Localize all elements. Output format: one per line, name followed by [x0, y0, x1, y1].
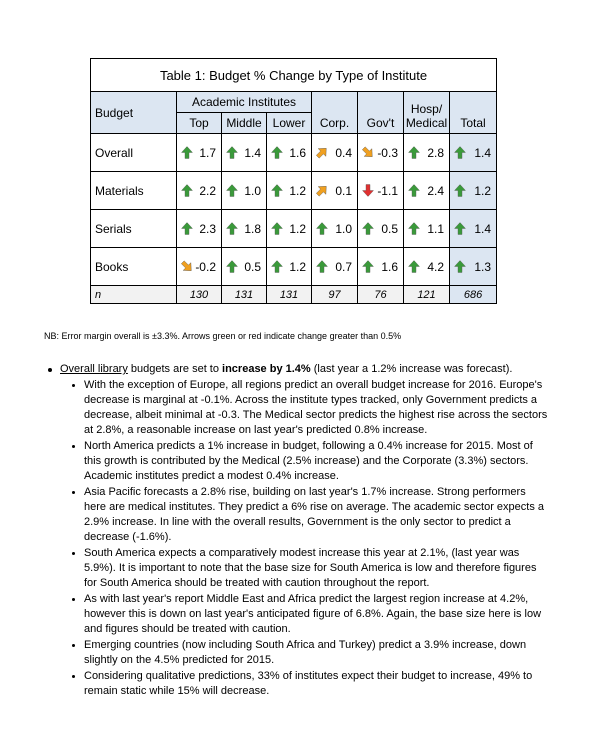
cell-medical	[404, 172, 450, 210]
cell-top	[177, 248, 222, 286]
budget-table-wrapper	[90, 58, 496, 304]
cell-value: 1.2	[289, 221, 306, 236]
cell-value: 2.4	[427, 183, 444, 198]
cell-value: 2.8	[427, 145, 444, 160]
cell-value: 1.0	[335, 221, 352, 236]
cell-middle	[222, 172, 267, 210]
table-title: Table 1: Budget % Change by Type of Institute	[91, 59, 497, 92]
cell-value: 1.0	[244, 183, 261, 198]
cell-govt	[358, 210, 404, 248]
sub-bullet-icon	[72, 491, 75, 494]
sub-bullet-icon	[72, 598, 75, 601]
n-value-medical: 121	[404, 286, 450, 304]
cell-middle	[222, 134, 267, 172]
sub-bullet-icon	[72, 384, 75, 387]
cell-middle	[222, 210, 267, 248]
overall-library-link[interactable]: Overall library	[60, 363, 128, 375]
n-value-corp: 97	[312, 286, 358, 304]
arrow-up-icon	[408, 184, 420, 197]
cell-value: 2.2	[199, 183, 216, 198]
arrow-up-right-icon	[316, 146, 328, 159]
list-item-text: Emerging countries (now including South Africa and Turkey) predict a 3.9% increase, down slightly on the 4.5% predicted for 2015.	[84, 639, 527, 666]
main-text-mid: budgets are set to	[127, 363, 223, 375]
cell-medical	[404, 134, 450, 172]
cell-middle	[222, 248, 267, 286]
bullet-icon	[48, 368, 52, 372]
list-item-text: Considering qualitative predictions, 33% of institutes expect their budget to increase, 49% to remain static while 15% will decrease.	[84, 670, 533, 697]
bullet-list	[40, 362, 550, 699]
cell-lower	[267, 210, 312, 248]
row-label: Serials	[91, 210, 177, 248]
cell-value: -1.1	[377, 183, 398, 198]
cell-corp	[312, 210, 358, 248]
arrow-up-icon	[362, 222, 374, 235]
arrow-up-icon	[454, 184, 466, 197]
cell-lower	[267, 134, 312, 172]
cell-total	[450, 172, 497, 210]
cell-value: 1.4	[474, 221, 492, 236]
cell-value: 0.7	[335, 259, 352, 274]
cell-value: 1.1	[427, 221, 444, 236]
arrow-up-icon	[181, 146, 193, 159]
list-item	[40, 592, 550, 637]
cell-value: 1.4	[244, 145, 261, 160]
cell-value: 4.2	[427, 259, 444, 274]
cell-total	[450, 248, 497, 286]
cell-govt	[358, 172, 404, 210]
cell-govt	[358, 248, 404, 286]
n-value-lower: 131	[267, 286, 312, 304]
cell-total	[450, 134, 497, 172]
list-item	[40, 669, 550, 699]
cell-value: 1.4	[474, 145, 492, 160]
cell-value: 2.3	[199, 221, 216, 236]
list-item	[40, 439, 550, 484]
cell-total	[450, 210, 497, 248]
arrow-up-icon	[181, 184, 193, 197]
cell-value: 0.5	[381, 221, 398, 236]
cell-medical	[404, 210, 450, 248]
budget-table	[90, 58, 497, 304]
row-label: Materials	[91, 172, 177, 210]
header-hosp: Hosp/	[410, 102, 443, 116]
n-value-top: 130	[177, 286, 222, 304]
list-item	[40, 378, 550, 438]
arrow-up-right-icon	[316, 184, 328, 197]
cell-value: 1.7	[199, 145, 216, 160]
sub-bullet-icon	[72, 552, 75, 555]
n-label: n	[91, 286, 177, 304]
arrow-up-icon	[316, 260, 328, 273]
header-corp: Corp.	[312, 92, 358, 134]
arrow-up-icon	[271, 184, 283, 197]
arrow-up-icon	[408, 260, 420, 273]
cell-value: 1.2	[289, 259, 306, 274]
list-item-text: Asia Pacific forecasts a 2.8% rise, building on last year's 1.7% increase. Strong performers here are medical institutes. They predict a 6% rise on average. The academic sector expects a 2.9% increase. In line with the overall results, Government is the only sector to predict a decrease (-1.6%).	[84, 486, 544, 543]
arrow-up-icon	[316, 222, 328, 235]
arrow-up-icon	[362, 260, 374, 273]
arrow-up-icon	[454, 222, 466, 235]
list-item-main	[40, 362, 550, 377]
cell-govt	[358, 134, 404, 172]
arrow-up-icon	[271, 260, 283, 273]
arrow-down-right-icon	[362, 146, 374, 159]
cell-value: -0.3	[377, 145, 398, 160]
row-label: Overall	[91, 134, 177, 172]
header-govt: Gov't	[358, 92, 404, 134]
cell-value: 1.6	[289, 145, 306, 160]
list-item	[40, 546, 550, 591]
sub-bullet-icon	[72, 644, 75, 647]
cell-top	[177, 134, 222, 172]
main-text-rest: (last year a 1.2% increase was forecast).	[310, 363, 513, 375]
header-medical: Medical	[405, 116, 448, 130]
list-item-text: With the exception of Europe, all regions predict an overall budget increase for 2016. Europe's decrease is marginal at -0.1%. Across the institute types tracked, only Government predicts a decrease, albeit minimal at -0.3. The Medical sector predicts the highest rise across the sectors at 2.8%, a reasonable increase on last year's predicted 0.8% increase.	[84, 379, 548, 436]
header-academic-institutes: Academic Institutes	[177, 92, 312, 113]
list-item	[40, 485, 550, 545]
cell-value: 0.4	[335, 145, 352, 160]
arrow-down-icon	[362, 184, 374, 197]
arrow-up-icon	[226, 146, 238, 159]
cell-lower	[267, 248, 312, 286]
arrow-up-icon	[226, 260, 238, 273]
header-total: Total	[450, 92, 497, 134]
cell-value: 1.8	[244, 221, 261, 236]
header-lower: Lower	[267, 113, 312, 134]
header-budget: Budget	[91, 92, 177, 134]
table-row	[91, 134, 497, 172]
arrow-up-icon	[226, 184, 238, 197]
cell-medical	[404, 248, 450, 286]
header-top: Top	[177, 113, 222, 134]
arrow-up-icon	[408, 146, 420, 159]
main-text-bold: increase by 1.4%	[222, 363, 311, 375]
cell-value: 1.2	[289, 183, 306, 198]
arrow-up-icon	[271, 146, 283, 159]
cell-top	[177, 210, 222, 248]
cell-corp	[312, 134, 358, 172]
list-item-text: As with last year's report Middle East and Africa predict the largest region increase at 4.2%, however this is down on last year's anticipated figure of 6.8%. Again, the base size here is low and figures should be treated with caution.	[84, 593, 542, 635]
table-row	[91, 172, 497, 210]
arrow-up-icon	[408, 222, 420, 235]
table-note: NB: Error margin overall is ±3.3%. Arrows green or red indicate change greater than 0.5%	[44, 331, 402, 341]
cell-value: 1.6	[381, 259, 398, 274]
cell-lower	[267, 172, 312, 210]
list-item-text: South America expects a comparatively modest increase this year at 2.1%, (last year was 5.9%). It is important to note that the base size for South America is low and therefore figures for South America should be treated with caution throughout the report.	[84, 547, 537, 589]
n-value-middle: 131	[222, 286, 267, 304]
table-row	[91, 248, 497, 286]
arrow-up-icon	[454, 260, 466, 273]
cell-value: 1.2	[474, 183, 492, 198]
arrow-up-icon	[454, 146, 466, 159]
cell-corp	[312, 172, 358, 210]
sub-bullet-icon	[72, 675, 75, 678]
cell-value: 0.1	[335, 183, 352, 198]
arrow-up-icon	[226, 222, 238, 235]
header-middle: Middle	[222, 113, 267, 134]
cell-value: -0.2	[195, 259, 216, 274]
arrow-down-right-icon	[181, 260, 193, 273]
header-hosp-medical	[404, 92, 450, 134]
list-item	[40, 638, 550, 668]
n-value-govt: 76	[358, 286, 404, 304]
sub-bullet-icon	[72, 445, 75, 448]
cell-value: 1.3	[474, 259, 492, 274]
cell-corp	[312, 248, 358, 286]
arrow-up-icon	[181, 222, 193, 235]
list-item-text: North America predicts a 1% increase in budget, following a 0.4% increase for 2015. Most of this growth is contributed by the Medical (2.5% increase) and the Corporate (3.3%) sectors. Academic institutes predict a modest 0.4% increase.	[84, 440, 533, 482]
arrow-up-icon	[271, 222, 283, 235]
table-body	[91, 134, 497, 286]
row-label: Books	[91, 248, 177, 286]
table-row-n	[91, 286, 497, 304]
n-value-total: 686	[450, 286, 497, 304]
cell-value: 0.5	[244, 259, 261, 274]
cell-top	[177, 172, 222, 210]
table-row	[91, 210, 497, 248]
